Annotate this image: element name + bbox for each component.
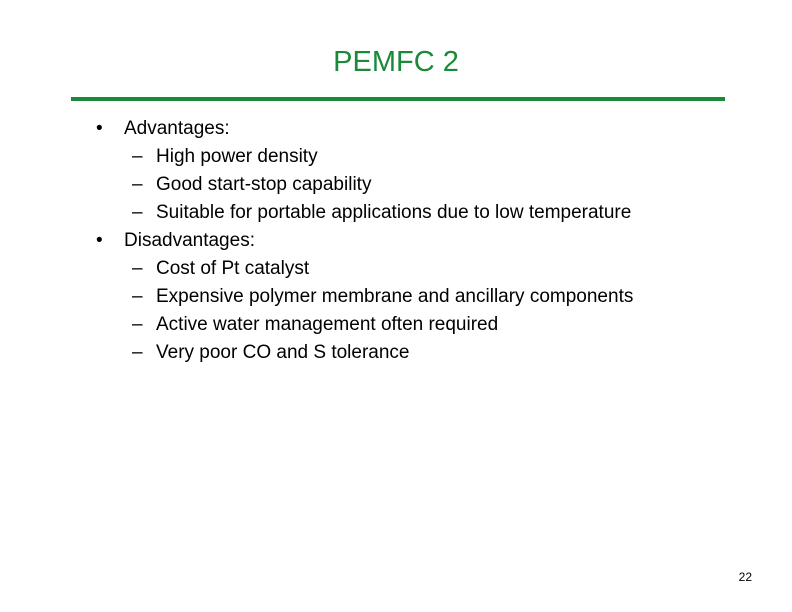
sub-bullet-text: Expensive polymer membrane and ancillary components bbox=[156, 286, 634, 307]
sub-bullet-text: Active water management often required bbox=[156, 314, 499, 335]
sub-bullet bbox=[96, 283, 756, 311]
bullet-label: Disadvantages: bbox=[124, 230, 255, 251]
sub-bullet-text: Suitable for portable applications due to low temperature bbox=[156, 202, 632, 223]
dash-marker: – bbox=[132, 286, 143, 307]
bullet-marker: • bbox=[96, 230, 103, 251]
bullet-marker: • bbox=[96, 118, 103, 139]
sub-bullet-text: Good start-stop capability bbox=[156, 174, 372, 195]
sub-bullet-text: Cost of Pt catalyst bbox=[156, 258, 310, 279]
dash-marker: – bbox=[132, 174, 143, 195]
dash-marker: – bbox=[132, 314, 143, 335]
bullet-label: Advantages: bbox=[124, 118, 230, 139]
sub-bullet-text: Very poor CO and S tolerance bbox=[156, 342, 410, 363]
sub-bullet bbox=[96, 199, 756, 227]
sub-bullet bbox=[96, 311, 756, 339]
sub-bullet bbox=[96, 143, 756, 171]
dash-marker: – bbox=[132, 202, 143, 223]
dash-marker: – bbox=[132, 342, 143, 363]
bullet-advantages bbox=[96, 115, 756, 143]
page-number: 22 bbox=[738, 570, 752, 584]
sub-bullet bbox=[96, 339, 756, 367]
sub-bullet-text: High power density bbox=[156, 146, 318, 167]
sub-bullet bbox=[96, 255, 756, 283]
sub-bullet bbox=[96, 171, 756, 199]
bullet-list bbox=[96, 115, 756, 367]
dash-marker: – bbox=[132, 258, 143, 279]
dash-marker: – bbox=[132, 146, 143, 167]
bullet-disadvantages bbox=[96, 227, 756, 255]
title-divider bbox=[71, 97, 725, 101]
slide-title: PEMFC 2 bbox=[333, 46, 459, 78]
